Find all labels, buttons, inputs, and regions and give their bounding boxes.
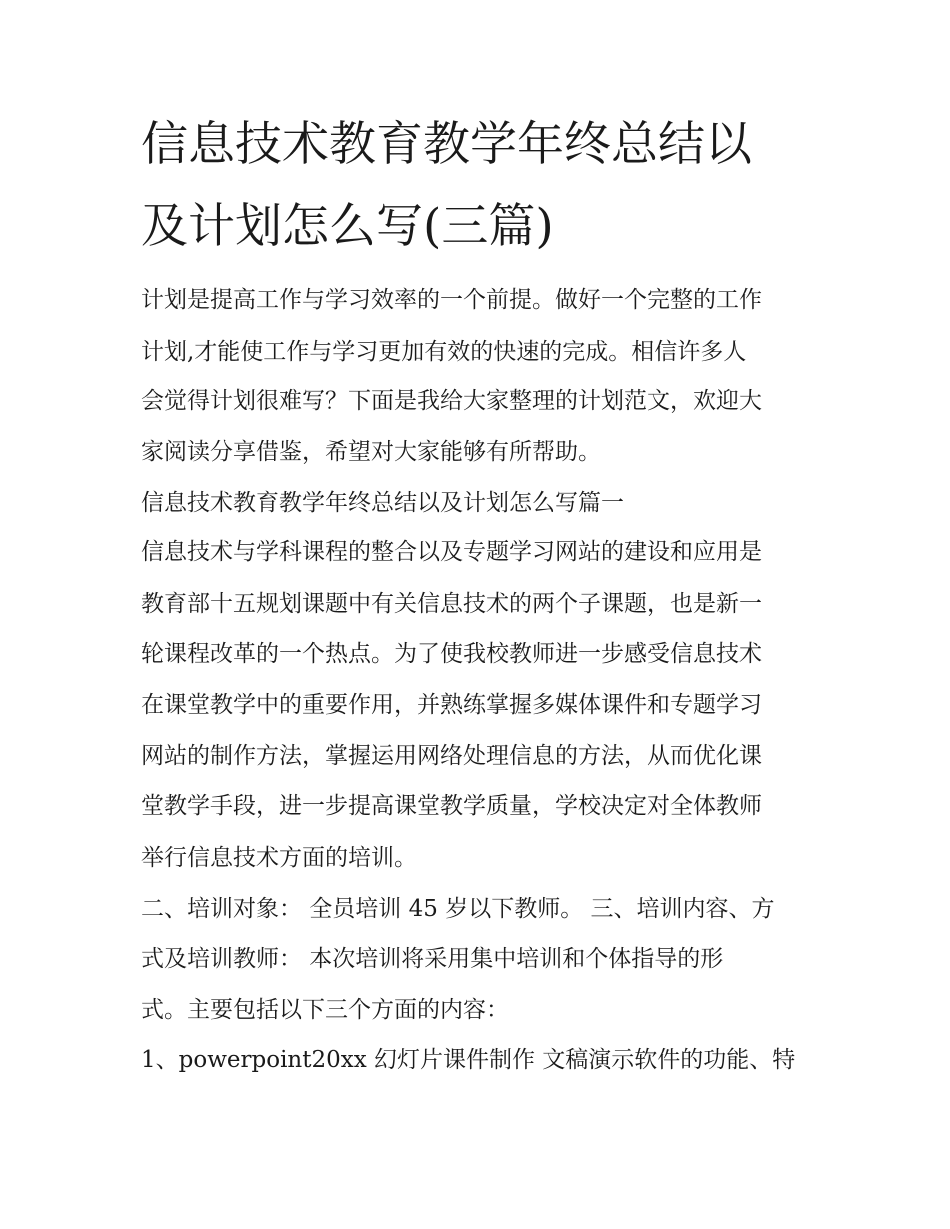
document-title-line-1: 信息技术教育教学年终总结以 xyxy=(141,117,752,172)
document-title-line-2: 及计划怎么写(三篇) xyxy=(141,199,554,254)
body-line: 1、powerpoint20xx 幻灯片课件制作 文稿演示软件的功能、特 xyxy=(141,1047,796,1073)
body-line: 信息技术与学科课程的整合以及专题学习网站的建设和应用是 xyxy=(141,539,762,565)
section-heading: 信息技术教育教学年终总结以及计划怎么写篇一 xyxy=(141,490,624,516)
body-line: 堂教学手段，进一步提高课堂教学质量，学校决定对全体教师 xyxy=(141,793,762,819)
body-line: 举行信息技术方面的培训。 xyxy=(141,845,417,871)
body-line: 计划是提高工作与学习效率的一个前提。做好一个完整的工作 xyxy=(141,287,762,313)
body-line: 式。主要包括以下三个方面的内容： xyxy=(141,997,509,1023)
body-line: 家阅读分享借鉴，希望对大家能够有所帮助。 xyxy=(141,439,601,465)
body-line: 网站的制作方法，掌握运用网络处理信息的方法，从而优化课 xyxy=(141,743,762,769)
body-line: 在课堂教学中的重要作用，并熟练掌握多媒体课件和专题学习 xyxy=(141,692,762,718)
body-line: 会觉得计划很难写？下面是我给大家整理的计划范文，欢迎大 xyxy=(141,388,762,414)
body-line: 式及培训教师： 本次培训将采用集中培训和个体指导的形 xyxy=(141,946,724,972)
body-line: 计划,才能使工作与学习更加有效的快速的完成。相信许多人 xyxy=(141,339,747,365)
body-line: 轮课程改革的一个热点。为了使我校教师进一步感受信息技术 xyxy=(141,641,762,667)
body-line: 教育部十五规划课题中有关信息技术的两个子课题，也是新一 xyxy=(141,591,762,617)
body-line: 二、培训对象： 全员培训 45 岁以下教师。 三、培训内容、方 xyxy=(141,896,775,922)
